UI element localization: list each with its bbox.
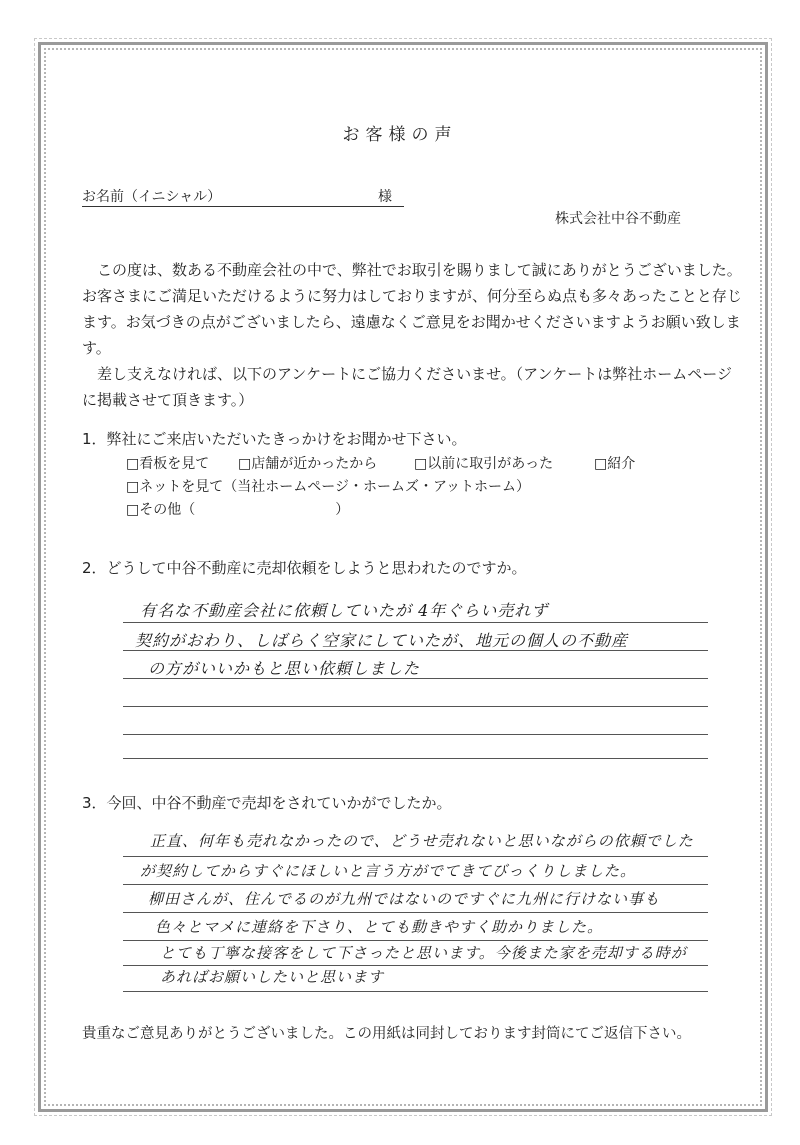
option-signboard: □看板を見て <box>126 456 210 472</box>
question-1: 1．弊社にご来店いただいたきっかけをお聞かせ下さい。 <box>82 430 467 448</box>
option-referral: □紹介 <box>594 456 636 472</box>
q3-handwritten-line-4: 色々とマメに連絡を下さり、とても動きやすく助かりました。 <box>155 918 604 936</box>
intro-paragraph-1: この度は、数ある不動産会社の中で、弊社でお取引を賜りまして誠にありがとうございました。お客さまにご満足いただけるように努力はしておりますが、何分至らぬ点も多々あったことと存じます。お気づきの点がございましたら、遠慮なくご意見をお聞かせくださいますようお願い致します。 <box>82 261 742 357</box>
question-2: 2．どうして中谷不動産に売却依頼をしようと思われたのですか。 <box>82 559 527 577</box>
answer-line <box>123 622 708 623</box>
q2-handwritten-line-3: の方がいいかもと思い依頼しました <box>148 659 421 678</box>
q2-handwritten-line-1: 有名な不動産会社に依頼していたが 4年ぐらい売れず <box>140 601 549 620</box>
option-internet: □ネットを見て（当社ホームページ・ホームズ・アットホーム） <box>126 479 530 495</box>
answer-line <box>123 991 708 992</box>
intro-text <box>82 257 742 413</box>
answer-line <box>123 912 708 913</box>
page-title: お客様の声 <box>342 125 458 145</box>
intro-paragraph-2: 差し支えなければ、以下のアンケートにご協力くださいませ。（アンケートは弊社ホームページに掲載させて頂きます。） <box>82 365 732 409</box>
question-3: 3．今回、中谷不動産で売却をされていかがでしたか。 <box>82 794 452 812</box>
q3-handwritten-line-2: が契約してからすぐにほしいと言う方がでてきてびっくりしました。 <box>140 862 637 880</box>
answer-line <box>123 758 708 759</box>
name-honorific: 様 <box>378 189 392 205</box>
answer-line <box>123 706 708 707</box>
footer-message: 貴重なご意見ありがとうございました。この用紙は同封しております封筒にてご返信下さい。 <box>82 1026 691 1042</box>
answer-line <box>123 884 708 885</box>
option-nearby-store: □店舗が近かったから <box>238 456 378 472</box>
answer-line <box>123 856 708 857</box>
option-previous-deal: □以前に取引があった <box>414 456 554 472</box>
q2-handwritten-line-2: 契約がおわり、しばらく空家にしていたが、地元の個人の不動産 <box>135 631 629 650</box>
q3-handwritten-line-3: 柳田さんが、住んでるのが九州ではないのですぐに九州に行けない事も <box>148 890 661 908</box>
name-label: お名前（イニシャル） <box>82 189 222 205</box>
answer-line <box>123 940 708 941</box>
q3-handwritten-line-1: 正直、何年も売れなかったので、どうせ売れないと思いながらの依頼でした <box>150 832 694 850</box>
option-other: □その他（ ） <box>126 502 350 518</box>
customer-name-line <box>82 186 404 207</box>
answer-line <box>123 734 708 735</box>
q3-handwritten-line-6: あればお願いしたいと思います <box>160 968 385 986</box>
q3-handwritten-line-5: とても丁寧な接客をして下さったと思います。今後また家を売却する時が <box>160 944 687 962</box>
company-name: 株式会社中谷不動産 <box>555 211 681 227</box>
